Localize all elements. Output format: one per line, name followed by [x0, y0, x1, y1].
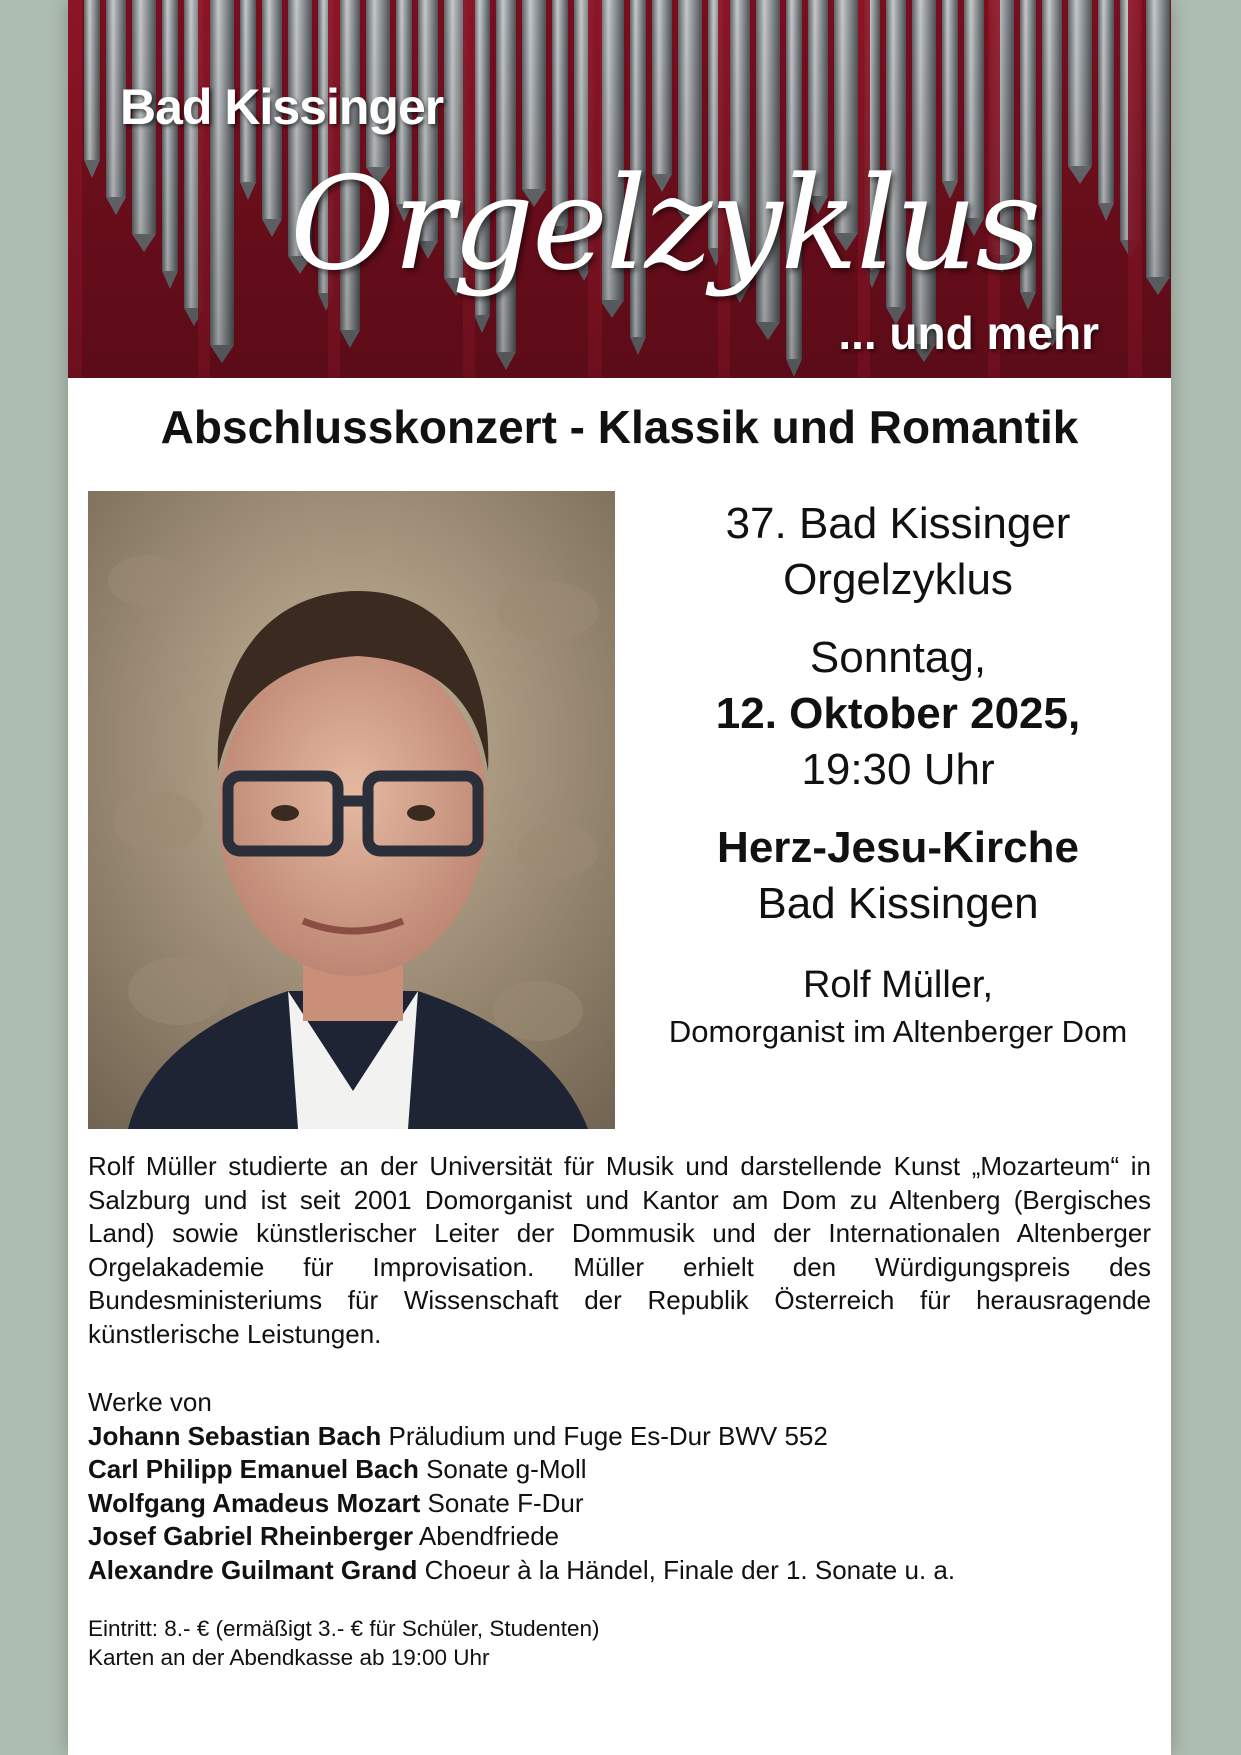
ticket-info: Karten an der Abendkasse ab 19:00 Uhr: [88, 1645, 490, 1670]
event-date: 12. Oktober 2025,: [715, 689, 1081, 738]
event-time: 19:30 Uhr: [801, 745, 995, 794]
flyer-sheet: [68, 0, 1171, 1755]
concert-headline: Abschlusskonzert - Klassik und Romantik: [160, 401, 1079, 453]
program-item: [88, 1554, 1151, 1588]
program-item: [88, 1487, 1151, 1521]
header-banner: [68, 0, 1171, 378]
program-composer: Josef Gabriel Rheinberger: [88, 1521, 414, 1551]
program-piece: Abendfriede: [413, 1521, 560, 1551]
admission-price: Eintritt: 8.- € (ermäßigt 3.- € für Schüler, Studenten): [88, 1616, 600, 1641]
admission-info: [88, 1614, 1151, 1672]
portrait-illustration: [88, 491, 615, 1129]
performer-biography: Rolf Müller studierte an der Universität für Musik und darstellende Kunst „Mozarteum“ in Salzburg und ist seit 2001 Domorganist und Kantor am Dom zu Altenberg (Bergisches Land) sowie künstlerischer Leiter der Dommusik und der Internationalen Altenberger Orgelakademie für Improvisation. Müller erhielt den Würdigungspreis des Bundesministeriums für Wissenschaft der Republik Österreich für herausragende künstlerische Leistungen.: [88, 1151, 1151, 1349]
program-composer: Carl Philipp Emanuel Bach: [88, 1454, 419, 1484]
event-info: [638, 496, 1158, 1054]
brand-title-tail: ... und mehr: [838, 307, 1099, 359]
program-item: [88, 1453, 1151, 1487]
brand-title-top: Bad Kissinger: [120, 79, 444, 135]
program-composer: Wolfgang Amadeus Mozart: [88, 1487, 421, 1518]
event-city: Bad Kissingen: [757, 879, 1039, 928]
program-list: [88, 1386, 1151, 1587]
edition-line-1: 37. Bad Kissinger: [725, 499, 1071, 548]
performer-role: Domorganist im Altenberger Dom: [668, 1014, 1128, 1049]
program-piece: Präludium und Fuge Es-Dur BWV 552: [381, 1420, 828, 1451]
edition-line-2: Orgelzyklus: [783, 555, 1013, 604]
program-piece: Sonate g-Moll: [418, 1454, 587, 1484]
program-composer: Johann Sebastian Bach: [88, 1420, 382, 1451]
program-intro: Werke von: [88, 1387, 212, 1417]
event-weekday: Sonntag,: [809, 633, 987, 682]
brand-title-script: Orgelzyklus: [290, 150, 1040, 299]
performer-name: Rolf Müller,: [802, 964, 994, 1006]
program-composer: Alexandre Guilmant Grand: [88, 1554, 418, 1585]
program-piece: Sonate F-Dur: [420, 1487, 584, 1518]
performer-portrait: [88, 491, 615, 1129]
event-venue: Herz-Jesu-Kirche: [717, 823, 1079, 872]
program-item: [88, 1520, 1151, 1554]
program-item: [88, 1420, 1151, 1454]
program-piece: Choeur à la Händel, Finale der 1. Sonate u. a.: [417, 1554, 956, 1585]
